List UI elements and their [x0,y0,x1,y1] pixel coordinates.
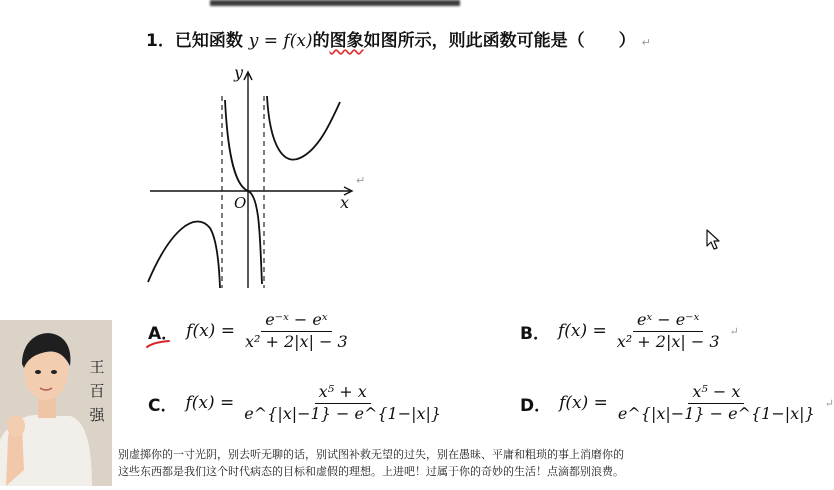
question-wavy-word: 图象 [329,31,364,51]
question-number: 1． [146,31,175,51]
mouse-cursor-icon [706,229,722,251]
option-a-fx: f(x) = [186,321,235,342]
option-b-numerator: eˣ − e⁻ˣ [633,312,703,332]
question-prefix: 已知函数 [174,31,243,51]
question-function: y = f(x) [248,31,313,51]
cut-off-header [210,0,510,12]
option-d-label: D． [520,395,552,416]
option-d-denominator: e^{|x|−1} − e^{1−|x|} [617,403,815,423]
option-b-fraction [613,312,724,351]
footer-quote [118,446,777,480]
option-c-fraction [240,384,445,423]
option-a-denominator: x² + 2|x| − 3 [244,331,348,351]
teacher-name: 王百强 [89,358,105,424]
option-d-fraction [614,384,819,423]
option-d-pilcrow: ↵ [824,396,834,410]
option-b-denominator: x² + 2|x| − 3 [616,331,720,351]
y-axis-label: y [234,63,244,82]
option-c-numerator: x⁵ + x [315,384,371,404]
option-b[interactable] [520,312,739,351]
footer-line-2: 这些东西都是我们这个时代病态的目标和虚假的理想。上进吧！过属于你的奇妙的生活！点滴都别浪费。 [118,465,624,478]
option-d[interactable] [520,384,834,423]
option-c-fx: f(x) = [185,393,235,414]
question-mid: 的 [312,31,330,51]
option-a-label: A． [148,323,179,344]
option-a[interactable] [148,312,352,351]
question-text [146,26,651,51]
option-a-numerator: e⁻ˣ − eˣ [261,312,331,332]
option-c-label: C． [148,395,178,416]
question-suffix: 如图所示，则此函数可能是（ ） [363,31,636,51]
pilcrow-mark: ↵ [641,36,651,49]
origin-label: O [234,194,247,212]
curve-right-branch [267,96,340,160]
curve-left-branch [148,222,220,288]
option-b-label: B． [520,323,550,344]
curve-middle-branch [225,100,262,284]
option-b-fx: f(x) = [557,321,607,342]
x-axis-label: x [340,193,350,212]
option-c-denominator: e^{|x|−1} − e^{1−|x|} [244,403,442,423]
footer-line-1: 别虚掷你的一寸光阴，别去听无聊的话，别试图补救无望的过失，别在愚昧、平庸和粗琐的事上消磨你的 [118,448,624,461]
function-graph [140,60,380,292]
option-d-numerator: x⁵ − x [688,384,744,404]
graph-pilcrow: ↵ [356,174,366,187]
option-a-fraction [241,312,352,351]
option-b-pilcrow: ↵ [729,324,739,338]
option-c[interactable] [148,384,445,423]
option-d-fx: f(x) = [559,393,608,414]
